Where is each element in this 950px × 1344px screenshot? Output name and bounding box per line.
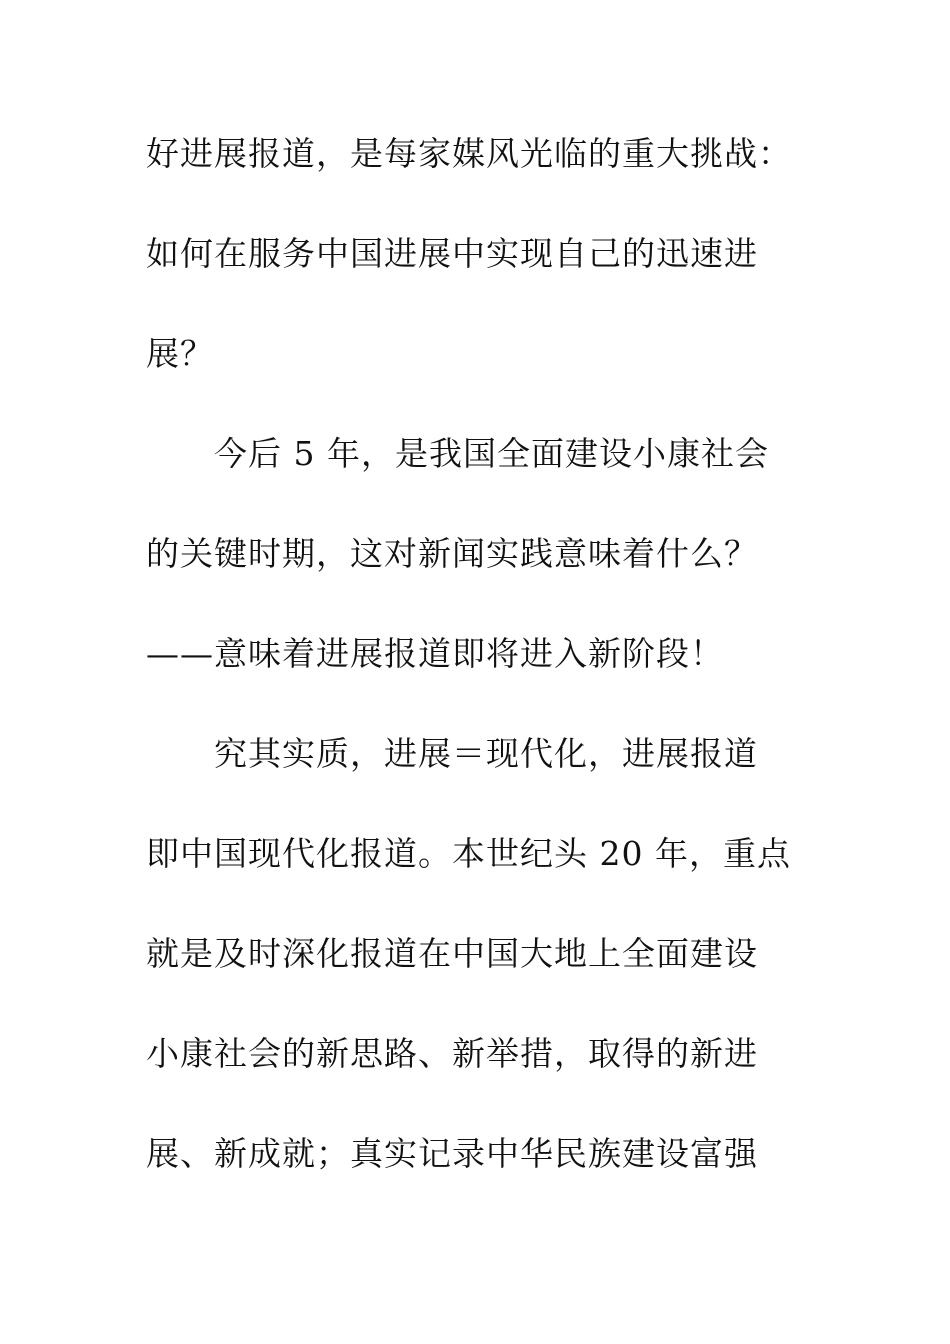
text-line: 的关键时期，这对新闻实践意味着什么？ xyxy=(146,534,758,573)
text-line: 小康社会的新思路、新举措，取得的新进 xyxy=(146,1034,758,1073)
paragraph-start-line: 今后 5 年，是我国全面建设小康社会 xyxy=(214,434,769,473)
text-line: 如何在服务中国进展中实现自己的迅速进 xyxy=(146,234,758,273)
text-line: 展？ xyxy=(146,334,214,373)
text-line: 好进展报道，是每家媒风光临的重大挑战： xyxy=(146,134,792,173)
paragraph-start-line: 究其实质，进展＝现代化，进展报道 xyxy=(214,734,758,773)
text-line: 展、新成就；真实记录中华民族建设富强 xyxy=(146,1134,758,1173)
text-line: 即中国现代化报道。本世纪头 20 年，重点 xyxy=(146,834,791,873)
text-line: 就是及时深化报道在中国大地上全面建设 xyxy=(146,934,758,973)
body-text xyxy=(146,126,826,1226)
text-line: ——意味着进展报道即将进入新阶段！ xyxy=(146,634,724,673)
